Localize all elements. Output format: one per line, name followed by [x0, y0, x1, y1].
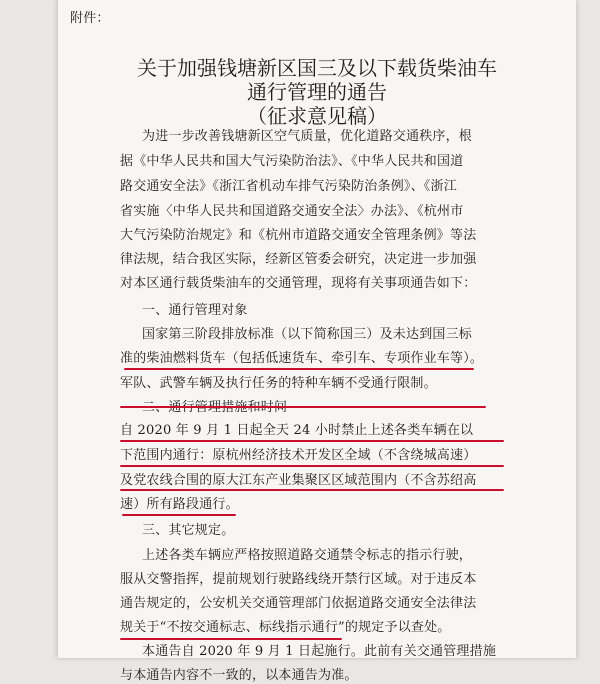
section-2-line: 自 2020 年 9 月 1 日起全天 24 小时禁止上述各类车辆在以: [120, 423, 474, 438]
red-underline: [120, 465, 504, 467]
section-3-line: 服从交警指挥，提前规划行驶路线绕开禁行区域。对于违反本: [120, 572, 477, 587]
section-3-line: 通告规定的，公安机关交通管理部门依据道路交通安全法律法: [120, 596, 477, 611]
section-3-heading: 三、其它规定。: [142, 523, 235, 538]
intro-line: 对本区通行载货柴油车的交通管理，现将有关事项通告如下：: [120, 276, 477, 291]
red-underline: [124, 368, 474, 370]
red-underline: [120, 406, 486, 408]
attachment-label: 附件：: [70, 11, 110, 26]
section-1-line: 国家第三阶段排放标准（以下简称国三）及未达到国三标: [142, 327, 473, 342]
intro-line: 据《中华人民共和国大气污染防治法》、《中华人民共和国道: [120, 154, 464, 169]
intro-line: 省实施〈中华人民共和国道路交通安全法〉办法》、《杭州市: [120, 204, 464, 219]
document-title-line-1: 关于加强钱塘新区国三及以下载货柴油车: [137, 56, 497, 80]
red-underline: [122, 514, 236, 516]
section-2-line: 下范围内通行：原杭州经济技术开发区全域（不含绕城高速）: [120, 448, 477, 463]
intro-line: 路交通安全法》《浙江省机动车排气污染防治条例》、《浙江: [120, 179, 457, 194]
section-1-line: 准的柴油燃料货车（包括低速货车、牵引车、专项作业车等）。: [120, 351, 484, 366]
red-underline: [120, 440, 504, 442]
intro-line: 律法规，结合我区实际，经新区管委会研究，决定进一步加强: [120, 252, 477, 267]
section-1-heading: 一、通行管理对象: [142, 303, 248, 318]
document-page: [58, 0, 576, 683]
intro-line: 大气污染防治规定》和《杭州市道路交通安全管理条例》等法: [120, 228, 477, 243]
red-underline: [120, 489, 504, 491]
section-2-heading: [142, 400, 287, 416]
section-2-line: 及党农线合围的原大江东产业集聚区区域范围内（不含苏绍高: [120, 473, 477, 488]
section-3-line: 上述各类车辆应严格按照道路交通禁令标志的指示行驶，: [142, 548, 473, 563]
section-1-line: 军队、武警车辆及执行任务的特种车辆不受通行限制。: [120, 376, 437, 391]
section-2-line: 速）所有路段通行。: [120, 497, 239, 512]
intro-line: 为进一步改善钱塘新区空气质量，优化道路交通秩序，根: [142, 129, 473, 144]
section-3-line: 本通告自 2020 年 9 月 1 日起施行。此前有关交通管理措施: [142, 644, 497, 659]
document-title-line-2: 通行管理的通告: [247, 80, 387, 104]
red-underline: [120, 638, 342, 640]
section-3-line: 规关于“不按交通标志、标线指示通行”的规定予以查处。: [120, 620, 451, 635]
document-title-line-3: （征求意见稿）: [247, 104, 387, 128]
section-3-line: 与本通告内容不一致的，以本通告为准。: [120, 668, 358, 683]
